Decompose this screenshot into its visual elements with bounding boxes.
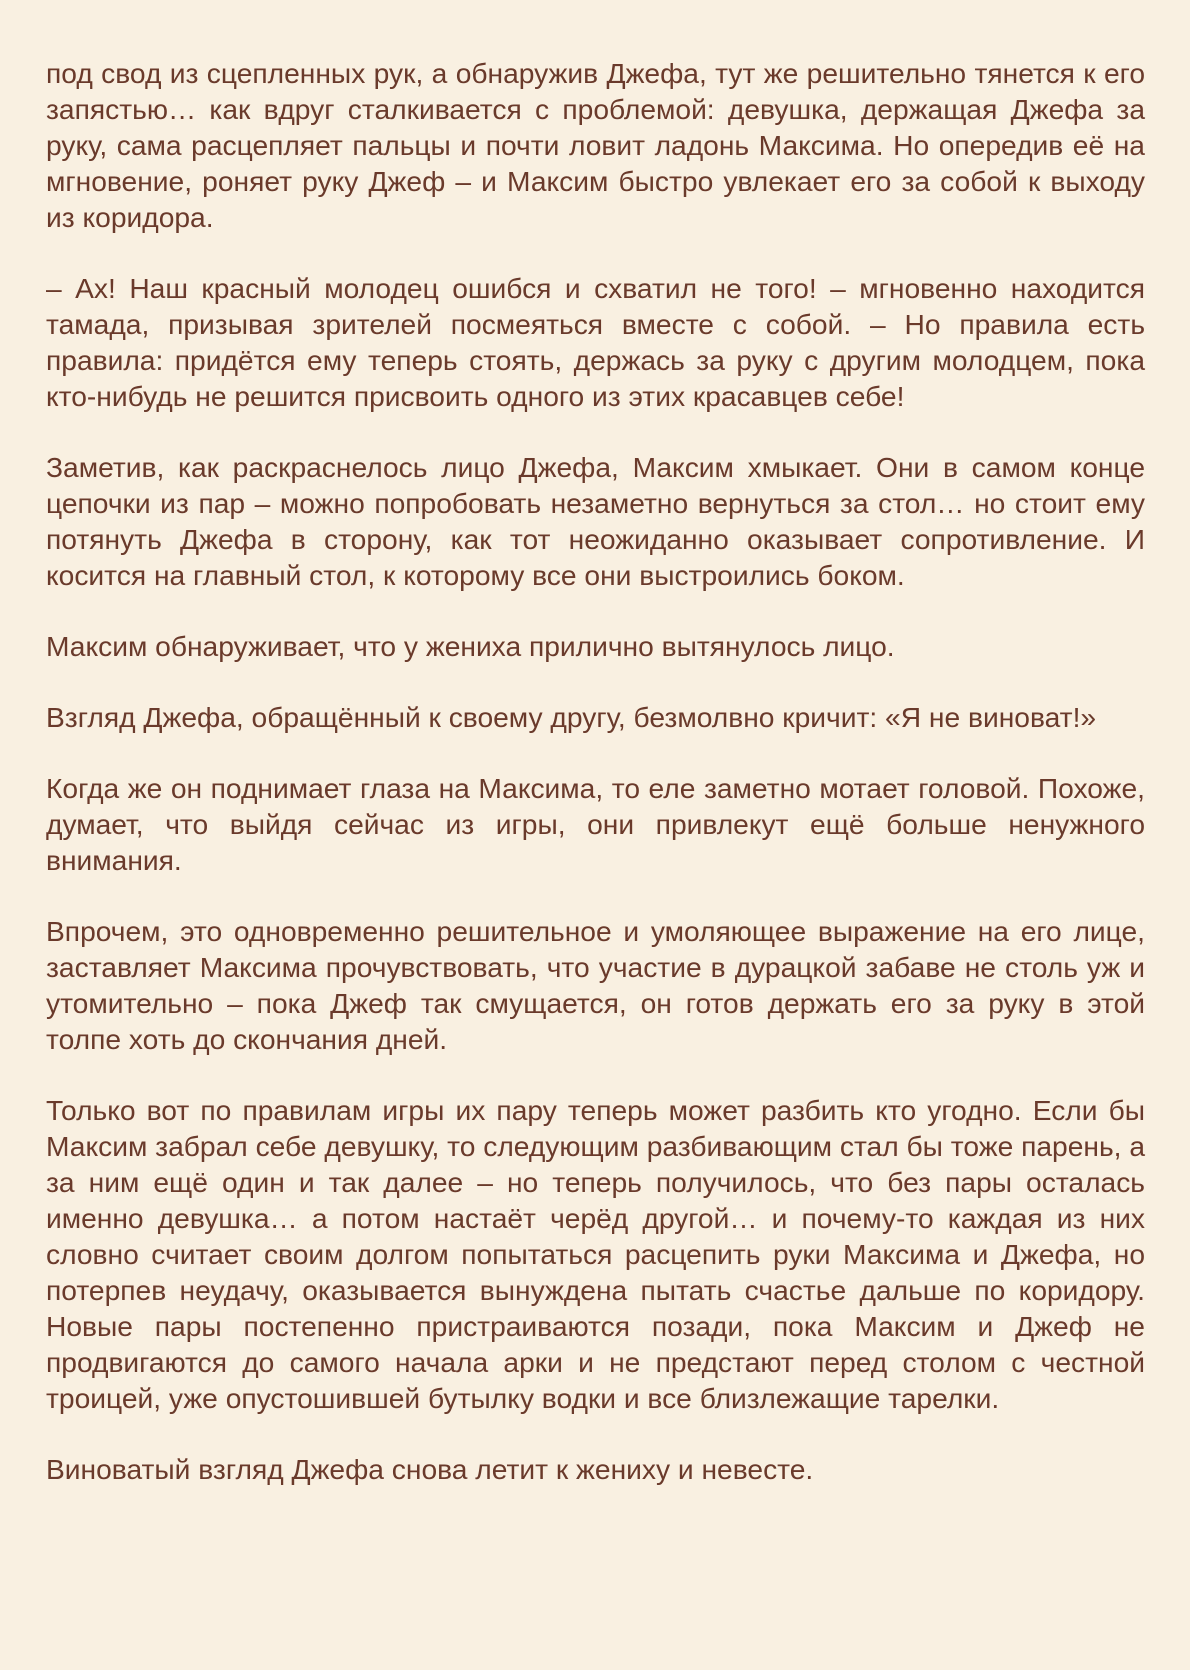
paragraph-5: Взгляд Джефа, обращённый к своему другу, безмолвно кричит: «Я не виноват!» [46,701,1097,733]
paragraph-2: – Ах! Наш красный молодец ошибся и схватил не того! – мгновенно находится тамада, призывая зрителей посмеяться вместе с собой. – Но правила есть правила: придётся ему теперь стоять, держась за руку с другим молодцем, пока кто-нибудь не решится присвоить одного из этих красавцев себе! [46,272,1145,412]
paragraph-6: Когда же он поднимает глаза на Максима, то еле заметно мотает головой. Похоже, думает, что выйдя сейчас из игры, они привлекут ещё больше ненужного внимания. [46,772,1145,876]
paragraph-4: Максим обнаруживает, что у жениха прилично вытянулось лицо. [46,630,895,662]
paragraph-7: Впрочем, это одновременно решительное и умоляющее выражение на его лице, заставляет Максима прочувствовать, что участие в дурацкой забаве не столь уж и утомительно – пока Джеф так смущается, он готов держать его за руку в этой толпе хоть до скончания дней. [46,915,1145,1055]
paragraph-8: Только вот по правилам игры их пару теперь может разбить кто угодно. Если бы Максим забрал себе девушку, то следующим разбивающим стал бы тоже парень, а за ним ещё один и так далее – но теперь получилось, что без пары осталась именно девушка… а потом настаёт черёд другой… и почему-то каждая из них словно считает своим долгом попытаться расцепить руки Максима и Джефа, но потерпев неудачу, оказывается вынуждена пытать счастье дальше по коридору. Новые пары постепенно пристраиваются позади, пока Максим и Джеф не продвигаются до самого начала арки и не предстают перед столом с честной троицей, уже опустошившей бутылку водки и все близлежащие тарелки. [46,1094,1145,1414]
paragraph-1: под свод из сцепленных рук, а обнаружив Джефа, тут же решительно тянется к его запястью… как вдруг сталкивается с проблемой: девушка, держащая Джефа за руку, сама расцепляет пальцы и почти ловит ладонь Максима. Но опередив её на мгновение, роняет руку Джеф – и Максим быстро увлекает его за собой к выходу из коридора. [46,57,1145,233]
paragraph-3: Заметив, как раскраснелось лицо Джефа, Максим хмыкает. Они в самом конце цепочки из пар – можно попробовать незаметно вернуться за стол… но стоит ему потянуть Джефа в сторону, как тот неожиданно оказывает сопротивление. И косится на главный стол, к которому все они выстроились боком. [46,451,1145,591]
paragraph-9: Виноватый взгляд Джефа снова летит к жениху и невесте. [46,1453,814,1485]
